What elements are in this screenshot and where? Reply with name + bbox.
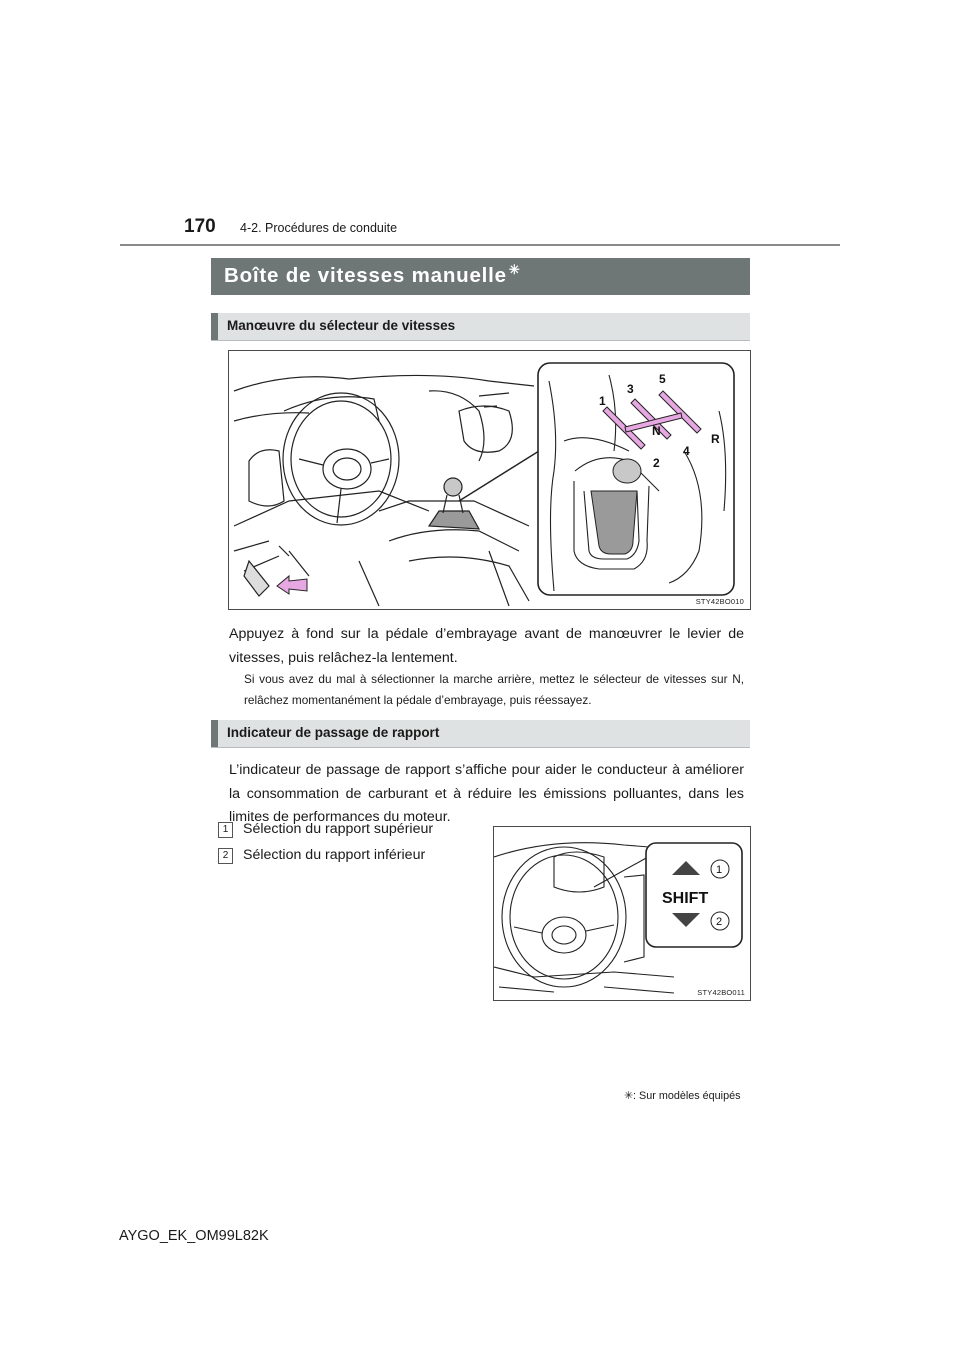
- page-title-text: Boîte de vitesses manuelle: [224, 264, 507, 287]
- gear-label-1: 1: [599, 394, 606, 408]
- list-number-1: 1: [218, 822, 233, 838]
- shift-indicator-illustration: [494, 827, 750, 1000]
- callout-1: 1: [716, 864, 723, 876]
- gear-label-n: N: [652, 424, 661, 438]
- gear-label-3: 3: [627, 382, 634, 396]
- footnote: [624, 1089, 740, 1102]
- document-id: AYGO_EK_OM99L82K: [119, 1228, 269, 1244]
- page-title: [224, 264, 521, 288]
- figure-code: STY42BO011: [697, 988, 745, 997]
- subsection-heading-text: Indicateur de passage de rapport: [227, 725, 440, 740]
- figure-code: STY42BO010: [695, 597, 744, 606]
- figure-shift-indicator: [493, 826, 751, 1001]
- figure-gear-shifter: [228, 350, 751, 610]
- gear-label-r: R: [711, 432, 720, 446]
- gear-label-5: 5: [659, 372, 666, 386]
- indicator-paragraph: L’indicateur de passage de rapport s’affiche pour aider le conducteur à améliorer la consommation de carburant et à réduire les émissions polluantes, dans les limites de performances du moteur.: [229, 762, 744, 825]
- list-item-upshift: Sélection du rapport supérieur: [243, 821, 434, 837]
- footnote-text: : Sur modèles équipés: [633, 1090, 741, 1102]
- heading-marker: [211, 720, 218, 747]
- gear-shifter-illustration: [229, 351, 750, 609]
- page-number: 170: [184, 216, 216, 237]
- list-number-2: 2: [218, 848, 233, 864]
- subsection-heading-shifter: [211, 313, 750, 341]
- header-rule: [120, 244, 840, 246]
- callout-2: 2: [716, 916, 723, 928]
- section-title: 4-2. Procédures de conduite: [240, 221, 398, 235]
- heading-marker: [211, 313, 218, 340]
- asterisk-icon: ✳: [624, 1090, 634, 1102]
- gear-label-2: 2: [653, 456, 660, 470]
- title-bar: [211, 258, 750, 295]
- gear-label-4: 4: [683, 444, 690, 458]
- subsection-heading-indicator: [211, 720, 750, 748]
- reverse-note: Si vous avez du mal à sélectionner la marche arrière, mettez le sélecteur de vitesses sur N, relâchez momentanément la pédale d’embrayage, puis réessayez.: [244, 672, 744, 707]
- clutch-paragraph: Appuyez à fond sur la pédale d’embrayage avant de manœuvrer le levier de vitesses, puis relâchez-la lentement.: [229, 626, 744, 666]
- asterisk-icon: ✳: [508, 262, 521, 277]
- shift-label: SHIFT: [662, 890, 709, 907]
- list-item-downshift: Sélection du rapport inférieur: [243, 847, 426, 863]
- subsection-heading-text: Manœuvre du sélecteur de vitesses: [227, 318, 456, 333]
